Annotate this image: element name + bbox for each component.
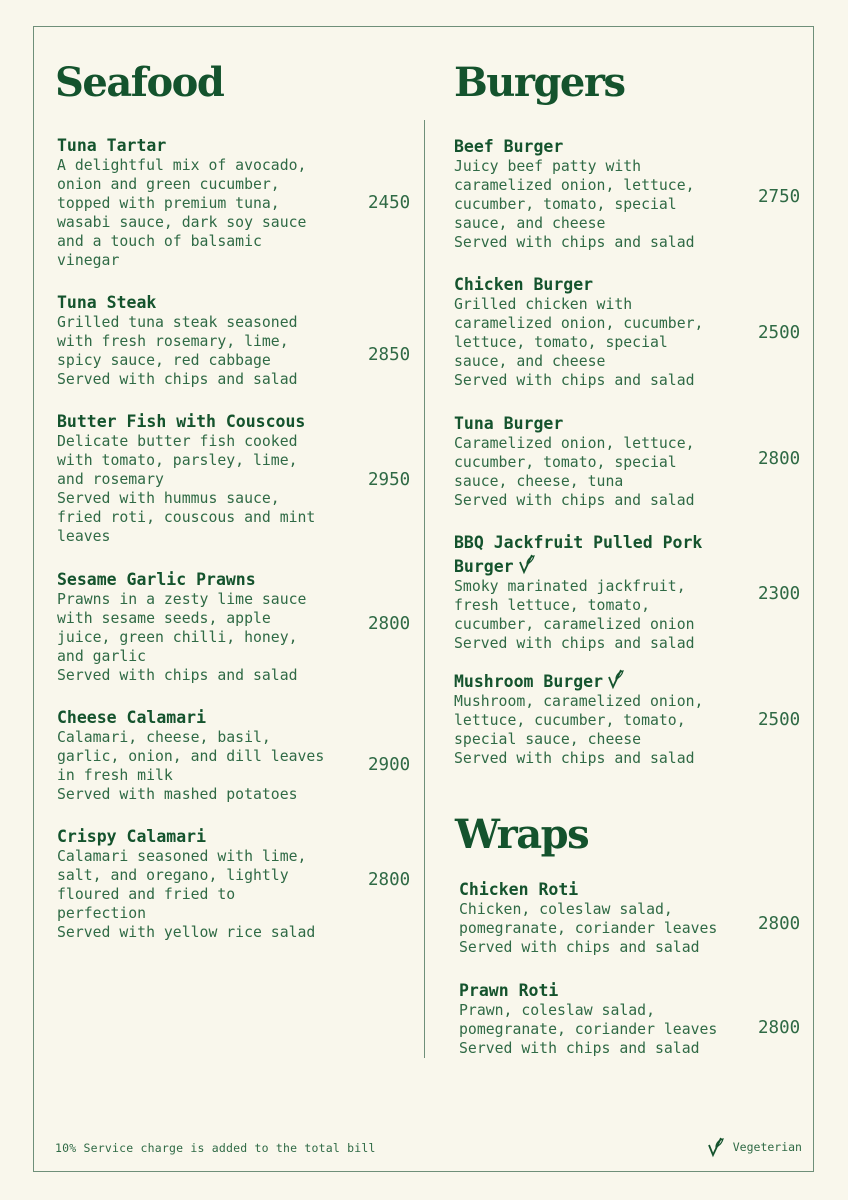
menu-item: [459, 879, 717, 957]
item-description: Grilled tuna steak seasoned with fresh rosemary, lime, spicy sauce, red cabbage Served with chips and salad: [57, 314, 298, 388]
menu-item: [57, 826, 315, 942]
menu-item: [454, 274, 703, 390]
menu-item: [57, 135, 306, 270]
item-price: 2850: [368, 345, 411, 365]
menu-item: [454, 413, 695, 510]
item-price: 2800: [368, 614, 411, 634]
item-description: Prawn, coleslaw salad, pomegranate, coriander leaves Served with chips and salad: [459, 1002, 718, 1057]
item-description: Chicken, coleslaw salad, pomegranate, coriander leaves Served with chips and salad: [459, 901, 718, 956]
menu-item: [454, 532, 702, 653]
item-price: 2500: [758, 323, 801, 343]
item-price: 2800: [758, 1018, 801, 1038]
item-description: A delightful mix of avocado, onion and green cucumber, topped with premium tuna, wasabi sauce, dark soy sauce and a touch of balsamic vinegar: [57, 157, 307, 269]
menu-item: [57, 569, 306, 685]
item-name: Tuna Burger: [454, 414, 564, 433]
leaf-icon: [518, 553, 536, 575]
menu-item: [454, 136, 695, 252]
item-price: 2750: [758, 187, 801, 207]
item-price: 2900: [368, 755, 411, 775]
section-title-seafood: Seafood: [55, 59, 224, 106]
item-description: Grilled chicken with caramelized onion, cucumber, lettuce, tomato, special sauce, and cheese Served with chips and salad: [454, 296, 704, 389]
vegetarian-legend: [707, 1136, 802, 1158]
item-name: Chicken Burger: [454, 275, 594, 294]
section-title-burgers: Burgers: [454, 59, 625, 106]
item-price: 2950: [368, 470, 411, 490]
leaf-icon: [607, 668, 625, 690]
item-name: Sesame Garlic Prawns: [57, 570, 256, 589]
item-description: Caramelized onion, lettuce, cucumber, tomato, special sauce, cheese, tuna Served with chips and salad: [454, 435, 695, 509]
item-name: Tuna Steak: [57, 293, 157, 312]
menu-item: [57, 411, 315, 546]
service-charge-note: 10% Service charge is added to the total bill: [55, 1141, 376, 1155]
item-name: Butter Fish with Couscous: [57, 412, 306, 431]
item-name-row: [454, 668, 703, 692]
item-description: Smoky marinated jackfruit, fresh lettuce, tomato, cucumber, caramelized onion Served with chips and salad: [454, 578, 695, 652]
item-description: Calamari, cheese, basil, garlic, onion, and dill leaves in fresh milk Served with mashed potatoes: [57, 729, 325, 803]
item-name: Chicken Roti: [459, 880, 579, 899]
item-price: 2500: [758, 710, 801, 730]
leaf-icon: [707, 1136, 725, 1158]
item-description: Mushroom, caramelized onion, lettuce, cucumber, tomato, special sauce, cheese Served with chips and salad: [454, 693, 704, 767]
item-name: Beef Burger: [454, 137, 564, 156]
item-description: Calamari seasoned with lime, salt, and oregano, lightly floured and fried to perfection Served with yellow rice salad: [57, 848, 316, 941]
item-name-continued: [454, 553, 702, 577]
item-description: Delicate butter fish cooked with tomato, parsley, lime, and rosemary Served with hummus sauce, fried roti, couscous and mint leaves: [57, 433, 316, 545]
menu-item: [57, 707, 324, 804]
item-name: Crispy Calamari: [57, 827, 207, 846]
section-title-wraps: Wraps: [455, 811, 589, 858]
item-name: Tuna Tartar: [57, 136, 167, 155]
item-price: 2800: [368, 870, 411, 890]
item-name: BBQ Jackfruit Pulled Pork: [454, 533, 703, 552]
item-price: 2450: [368, 193, 411, 213]
item-name: Cheese Calamari: [57, 708, 207, 727]
item-description: Juicy beef patty with caramelized onion, lettuce, cucumber, tomato, special sauce, and cheese Served with chips and salad: [454, 158, 695, 251]
vegetarian-label: Vegeterian: [732, 1140, 802, 1154]
item-description: Prawns in a zesty lime sauce with sesame seeds, apple juice, green chilli, honey, and garlic Served with chips and salad: [57, 591, 307, 684]
item-price: 2300: [758, 584, 801, 604]
menu-item: [459, 980, 717, 1058]
menu-item: [454, 668, 703, 768]
menu-item: [57, 292, 298, 389]
item-name: Mushroom Burger: [454, 672, 604, 691]
item-name-text: Burger: [454, 557, 514, 576]
item-price: 2800: [758, 914, 801, 934]
item-price: 2800: [758, 449, 801, 469]
item-name: Prawn Roti: [459, 981, 559, 1000]
column-divider: [424, 120, 425, 1058]
